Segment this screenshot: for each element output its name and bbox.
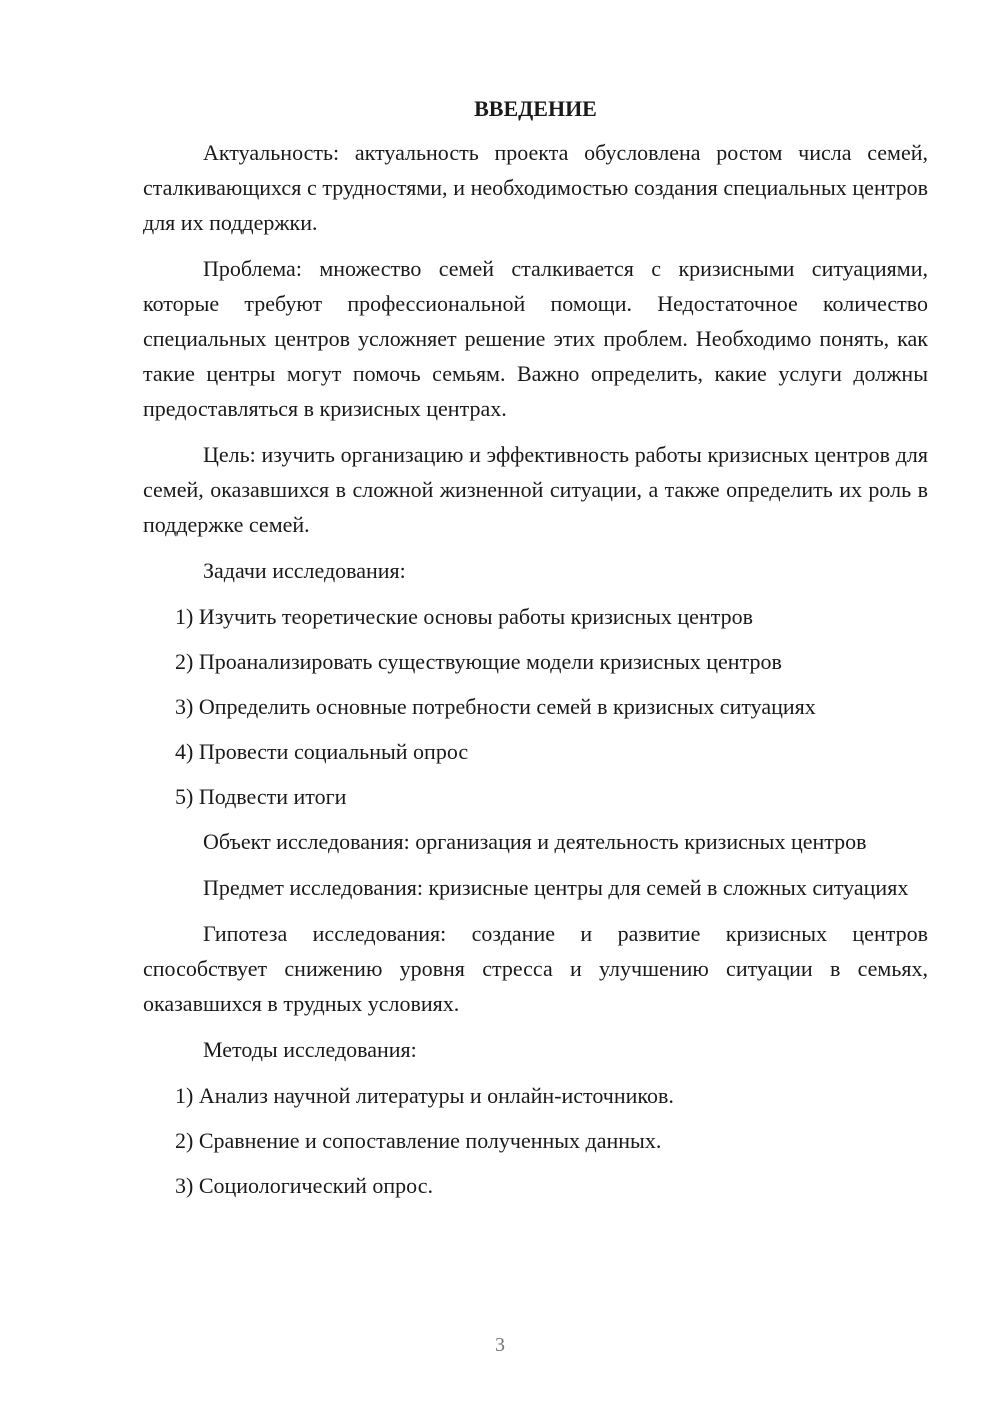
- list-item: 2) Сравнение и сопоставление полученных данных.: [175, 1128, 662, 1153]
- list-item: 3) Социологический опрос.: [175, 1173, 433, 1198]
- tasks-heading: Задачи исследования:: [203, 558, 406, 583]
- paragraph-relevance: Актуальность: актуальность проекта обусловлена ростом числа семей, сталкивающихся с трудностями, и необходимостью создания специальных центров для их поддержки.: [143, 140, 928, 235]
- page-title: ВВЕДЕНИЕ: [474, 96, 597, 121]
- paragraph-hypothesis: Гипотеза исследования: создание и развитие кризисных центров способствует снижению уровня стресса и улучшению ситуации в семьях, оказавшихся в трудных условиях.: [143, 921, 928, 1016]
- list-item: 5) Подвести итоги: [175, 784, 347, 809]
- document-page: [143, 95, 928, 1213]
- paragraph-object: Объект исследования: организация и деятельность кризисных центров: [203, 829, 867, 854]
- page-number: 3: [495, 1334, 505, 1356]
- methods-list: [143, 1078, 928, 1203]
- list-item: 2) Проанализировать существующие модели кризисных центров: [175, 649, 782, 674]
- list-item: 1) Изучить теоретические основы работы кризисных центров: [175, 604, 753, 629]
- paragraph-subject: Предмет исследования: кризисные центры для семей в сложных ситуациях: [203, 875, 909, 900]
- paragraph-problem: Проблема: множество семей сталкивается с кризисными ситуациями, которые требуют профессиональной помощи. Недостаточное количество специальных центров усложняет решение этих проблем. Необходимо понять, как такие центры могут помочь семьям. Важно определить, какие услуги должны предоставляться в кризисных центрах.: [143, 256, 928, 421]
- list-item: 3) Определить основные потребности семей в кризисных ситуациях: [175, 694, 816, 719]
- tasks-list: [143, 599, 928, 814]
- paragraph-goal: Цель: изучить организацию и эффективность работы кризисных центров для семей, оказавшихся в сложной жизненной ситуации, а также определить их роль в поддержке семей.: [143, 442, 928, 537]
- list-item: 1) Анализ научной литературы и онлайн-источников.: [175, 1083, 674, 1108]
- methods-heading: Методы исследования:: [203, 1037, 417, 1062]
- list-item: 4) Провести социальный опрос: [175, 739, 469, 764]
